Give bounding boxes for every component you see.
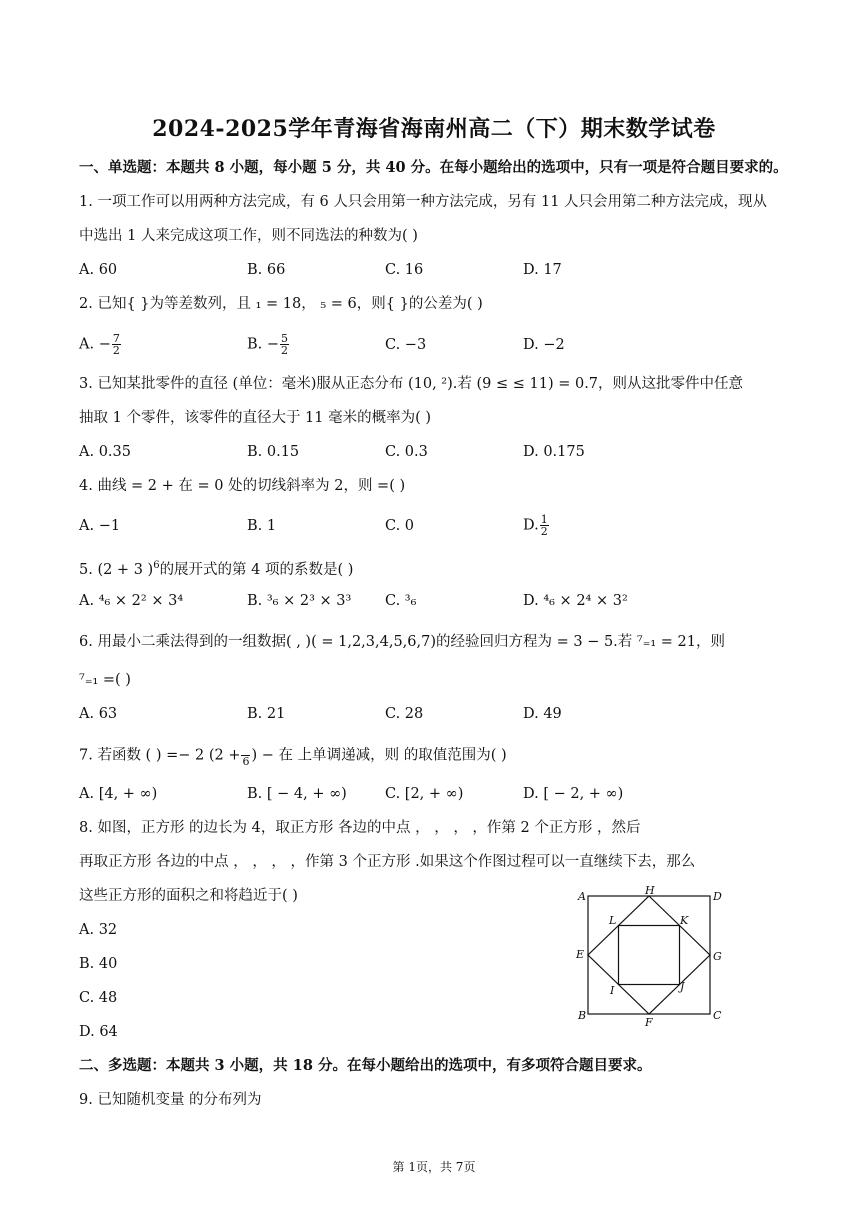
- q7-option-b: B. [ − 4, + ∞): [247, 786, 347, 802]
- q2-option-a: [79, 333, 122, 356]
- q5-expression: 5. (2 + 3 ): [79, 561, 154, 578]
- q8-option-d: D. 64: [79, 1024, 118, 1040]
- q7-option-c: C. [2, + ∞): [385, 786, 464, 802]
- label-c: C: [713, 1009, 722, 1022]
- question-7-line-1: [79, 744, 507, 767]
- label-f: F: [645, 1016, 653, 1029]
- q6-option-c: C. 28: [385, 706, 424, 722]
- fraction-numerator: 5: [281, 332, 289, 345]
- label-e: E: [576, 948, 585, 961]
- q7-stem: ) − 在 上单调递减，则 的取值范围为( ): [251, 747, 507, 764]
- question-3-line-1: 3. 已知某批零件的直径 (单位：毫米)服从正态分布 (10, ²).若 (9 ≤ ≤ 11) = 0.7，则从这批零件中任意: [79, 376, 744, 392]
- question-6-line-1: 6. 用最小二乘法得到的一组数据( , )( = 1,2,3,4,5,6,7)的经验回归方程为 = 3 − 5.若 ⁷₌₁ = 21，则: [79, 634, 725, 650]
- question-5-line-1: [79, 556, 353, 580]
- question-8-line-1: 8. 如图，正方形 的边长为 4，取正方形 各边的中点 ， ， ， ，作第 2 个正方形 ，然后: [79, 820, 641, 836]
- q2-option-b: [247, 333, 290, 356]
- q8-option-b: B. 40: [79, 956, 118, 972]
- fraction-numerator: 1: [540, 513, 548, 526]
- label-h: H: [645, 884, 655, 897]
- question-2-line-1: 2. 已知{ }为等差数列，且 ₁ = 18， ₅ = 6，则{ }的公差为( ): [79, 296, 483, 312]
- fraction-denominator: 6: [242, 755, 250, 768]
- fraction-denominator: 2: [540, 525, 548, 538]
- label-j: J: [680, 980, 685, 993]
- q7-option-a: A. [4, + ∞): [79, 786, 158, 802]
- q1-option-d: D. 17: [523, 262, 562, 278]
- square-efgh: [588, 896, 710, 1014]
- label-a: A: [578, 890, 586, 903]
- q3-option-d: D. 0.175: [523, 444, 585, 460]
- question-1-line-2: 中选出 1 人来完成这项工作，则不同选法的种数为( ): [79, 228, 418, 244]
- label-k: K: [680, 914, 689, 927]
- label-i: I: [610, 984, 615, 997]
- question-8-line-3: 这些正方形的面积之和将趋近于( ): [79, 888, 298, 904]
- question-8-line-2: 再取正方形 各边的中点 ， ， ， ，作第 3 个正方形 .如果这个作图过程可以一直继续下去，那么: [79, 854, 696, 870]
- q8-option-a: A. 32: [79, 922, 118, 938]
- label-b: B: [578, 1009, 587, 1022]
- page-footer: 第 1页，共 7页: [392, 1160, 476, 1174]
- q6-option-a: A. 63: [79, 706, 118, 722]
- q3-option-b: B. 0.15: [247, 444, 300, 460]
- q3-option-a: A. 0.35: [79, 444, 131, 460]
- q4-option-d: [523, 514, 550, 537]
- label-d: D: [713, 890, 722, 903]
- q7-fraction: [241, 744, 250, 767]
- q2-option-a-prefix: A. −: [79, 336, 111, 353]
- section-1-heading: 一、单选题：本题共 8 小题，每小题 5 分，共 40 分。在每小题给出的选项中，只有一项是符合题目要求的。: [79, 159, 788, 176]
- q8-option-c: C. 48: [79, 990, 118, 1006]
- q4-option-d-prefix: D.: [523, 517, 539, 534]
- question-1-line-1: 1. 一项工作可以用两种方法完成，有 6 人只会用第一种方法完成，另有 11 人只会用第二种方法完成，现从: [79, 194, 768, 210]
- q2-option-b-prefix: B. −: [247, 336, 280, 353]
- question-4-line-1: 4. 曲线 = 2 + 在 = 0 处的切线斜率为 2，则 =( ): [79, 478, 406, 494]
- q4-option-c: C. 0: [385, 518, 415, 534]
- fraction-denominator: 2: [112, 344, 120, 357]
- q5-option-d: D. ⁴₆ × 2⁴ × 3²: [523, 593, 628, 609]
- question-9-line-1: 9. 已知随机变量 的分布列为: [79, 1092, 262, 1108]
- q2-option-c: C. −3: [385, 337, 427, 353]
- page-title: 2024-2025学年青海省海南州高二（下）期末数学试卷: [152, 116, 716, 142]
- q1-option-c: C. 16: [385, 262, 424, 278]
- q2-option-a-fraction: [112, 333, 121, 356]
- fraction-denominator: 2: [281, 344, 289, 357]
- fraction-numerator: 7: [112, 332, 120, 345]
- q5-option-b: B. ³₆ × 2³ × 3³: [247, 593, 352, 609]
- q5-stem: 的展开式的第 4 项的系数是( ): [159, 561, 354, 578]
- q6-option-d: D. 49: [523, 706, 562, 722]
- q7-function: 7. 若函数 ( ) =− 2 (2 +: [79, 747, 241, 764]
- q5-option-a: A. ⁴₆ × 2² × 3⁴: [79, 593, 184, 609]
- q2-option-d: D. −2: [523, 337, 565, 353]
- question-3-line-2: 抽取 1 个零件，该零件的直径大于 11 毫米的概率为( ): [79, 410, 432, 426]
- nested-squares-figure: [570, 882, 730, 1032]
- q5-option-c: C. ³₆: [385, 593, 417, 609]
- section-2-heading: 二、多选题：本题共 3 小题，共 18 分。在每小题给出的选项中，有多项符合题目要求。: [79, 1057, 652, 1074]
- q1-option-a: A. 60: [79, 262, 118, 278]
- square-abcd: [588, 896, 710, 1014]
- q4-option-d-fraction: [540, 514, 549, 537]
- q1-option-b: B. 66: [247, 262, 286, 278]
- square-ijkl: [619, 926, 680, 985]
- q5-exponent: 6: [153, 560, 160, 571]
- question-6-line-2: ⁷₌₁ =( ): [79, 672, 131, 688]
- label-l: L: [609, 914, 617, 927]
- q2-option-b-fraction: [280, 333, 289, 356]
- label-g: G: [713, 950, 722, 963]
- q7-option-d: D. [ − 2, + ∞): [523, 786, 624, 802]
- q4-option-b: B. 1: [247, 518, 277, 534]
- q4-option-a: A. −1: [79, 518, 121, 534]
- q6-option-b: B. 21: [247, 706, 286, 722]
- q3-option-c: C. 0.3: [385, 444, 428, 460]
